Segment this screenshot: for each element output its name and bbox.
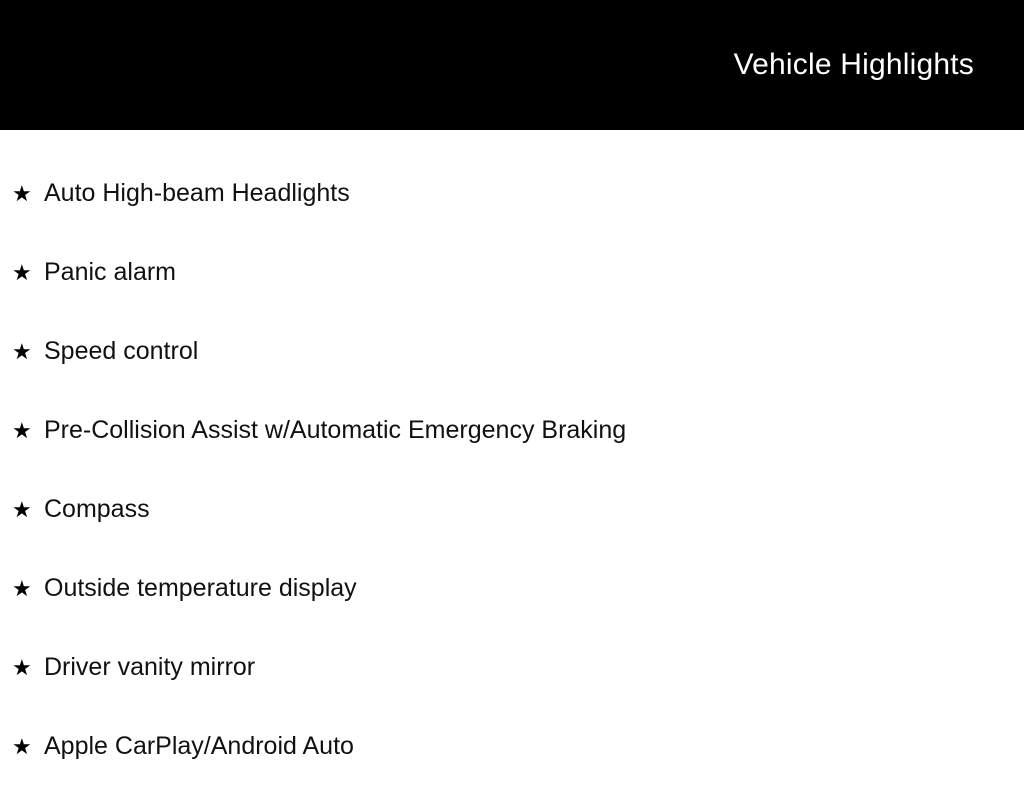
list-item-label: Auto High-beam Headlights	[44, 178, 350, 207]
list-item-label: Outside temperature display	[44, 573, 357, 602]
list-item	[0, 549, 1024, 628]
list-item-label: Speed control	[44, 336, 199, 365]
list-item-label: Driver vanity mirror	[44, 652, 256, 681]
star-icon: ★	[12, 259, 32, 285]
list-item-label: Compass	[44, 494, 150, 523]
list-item	[0, 628, 1024, 707]
star-icon: ★	[12, 733, 32, 759]
star-icon: ★	[12, 575, 32, 601]
star-icon: ★	[12, 338, 32, 364]
star-icon: ★	[12, 496, 32, 522]
star-icon: ★	[12, 417, 32, 443]
header-bar	[0, 0, 1024, 130]
list-item	[0, 391, 1024, 470]
list-item	[0, 154, 1024, 233]
star-icon: ★	[12, 654, 32, 680]
list-item	[0, 312, 1024, 391]
list-item	[0, 707, 1024, 786]
list-item-label: Pre-Collision Assist w/Automatic Emergency Braking	[44, 415, 627, 444]
list-item-label: Panic alarm	[44, 257, 176, 286]
list-item	[0, 470, 1024, 549]
list-item-label: Apple CarPlay/Android Auto	[44, 731, 354, 760]
vehicle-highlights-list	[0, 130, 1024, 786]
list-item	[0, 233, 1024, 312]
star-icon: ★	[12, 180, 32, 206]
page-title: Vehicle Highlights	[733, 48, 974, 81]
